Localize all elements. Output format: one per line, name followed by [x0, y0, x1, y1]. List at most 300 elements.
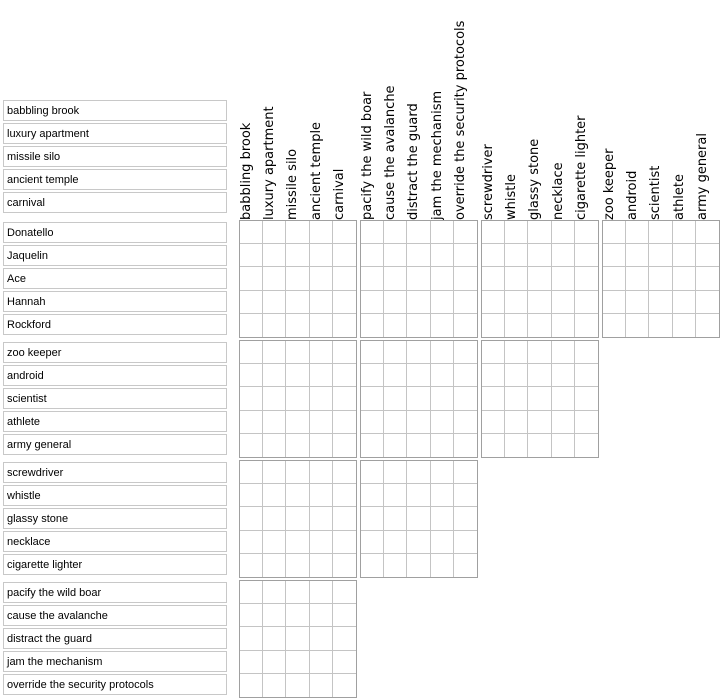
grid-cell[interactable] — [333, 461, 356, 484]
row-label-zoo-keeper: zoo keeper — [3, 342, 227, 363]
grid-cell[interactable] — [575, 411, 598, 434]
grid-block-3-0 — [239, 580, 357, 698]
grid-cell[interactable] — [310, 387, 333, 410]
grid-cell[interactable] — [454, 387, 477, 410]
row-label-whistle: whistle — [3, 485, 227, 506]
grid-cell[interactable] — [240, 531, 263, 554]
grid-cell[interactable] — [528, 341, 551, 364]
column-label-text: screwdriver — [481, 144, 496, 220]
grid-cell[interactable] — [310, 267, 333, 290]
row-label-distract-the-guard: distract the guard — [3, 628, 227, 649]
column-label-army-general — [695, 10, 717, 220]
column-label-distract-the-guard — [406, 10, 428, 220]
grid-cell[interactable] — [696, 244, 719, 267]
grid-cell[interactable] — [528, 244, 551, 267]
grid-cell[interactable] — [696, 221, 719, 244]
column-label-missile-silo — [285, 10, 307, 220]
grid-cell[interactable] — [431, 364, 454, 387]
grid-cell[interactable] — [649, 221, 672, 244]
grid-cell[interactable] — [263, 341, 286, 364]
grid-cell[interactable] — [240, 651, 263, 674]
grid-cell[interactable] — [240, 221, 263, 244]
grid-cell[interactable] — [431, 341, 454, 364]
grid-cell[interactable] — [454, 507, 477, 530]
grid-cell[interactable] — [286, 627, 309, 650]
grid-cell[interactable] — [407, 221, 430, 244]
grid-cell[interactable] — [603, 267, 626, 290]
column-label-scientist — [648, 10, 670, 220]
grid-cell[interactable] — [361, 221, 384, 244]
column-label-override-the-security-protocols — [453, 10, 475, 220]
grid-cell[interactable] — [333, 387, 356, 410]
grid-cell[interactable] — [361, 341, 384, 364]
grid-cell[interactable] — [696, 291, 719, 314]
grid-block-0-0 — [239, 220, 357, 338]
grid-cell[interactable] — [333, 221, 356, 244]
grid-cell[interactable] — [407, 507, 430, 530]
column-label-text: pacify the wild boar — [360, 91, 375, 220]
grid-cell[interactable] — [310, 434, 333, 457]
grid-cell[interactable] — [263, 581, 286, 604]
grid-cell[interactable] — [310, 291, 333, 314]
grid-cell[interactable] — [482, 314, 505, 337]
grid-cell[interactable] — [361, 484, 384, 507]
grid-cell[interactable] — [263, 651, 286, 674]
grid-cell[interactable] — [603, 244, 626, 267]
grid-cell[interactable] — [240, 554, 263, 577]
grid-cell[interactable] — [263, 291, 286, 314]
grid-cell[interactable] — [240, 604, 263, 627]
grid-cell[interactable] — [575, 364, 598, 387]
grid-cell[interactable] — [407, 554, 430, 577]
grid-cell[interactable] — [384, 507, 407, 530]
grid-cell[interactable] — [310, 221, 333, 244]
grid-cell[interactable] — [240, 434, 263, 457]
grid-cell[interactable] — [649, 244, 672, 267]
grid-cell[interactable] — [333, 651, 356, 674]
grid-cell[interactable] — [384, 531, 407, 554]
grid-cell[interactable] — [407, 411, 430, 434]
grid-cell[interactable] — [240, 507, 263, 530]
column-label-cigarette-lighter — [574, 10, 596, 220]
grid-cell[interactable] — [626, 267, 649, 290]
grid-cell[interactable] — [626, 221, 649, 244]
grid-cell[interactable] — [286, 484, 309, 507]
grid-cell[interactable] — [286, 604, 309, 627]
grid-block-1-0 — [239, 340, 357, 458]
grid-cell[interactable] — [286, 434, 309, 457]
grid-cell[interactable] — [384, 387, 407, 410]
grid-cell[interactable] — [407, 387, 430, 410]
grid-cell[interactable] — [673, 267, 696, 290]
grid-cell[interactable] — [286, 221, 309, 244]
row-label-pacify-the-wild-boar: pacify the wild boar — [3, 582, 227, 603]
grid-cell[interactable] — [454, 221, 477, 244]
grid-cell[interactable] — [407, 461, 430, 484]
grid-cell[interactable] — [528, 314, 551, 337]
column-label-carnival — [332, 10, 354, 220]
column-label-text: jam the mechanism — [429, 90, 445, 220]
grid-cell[interactable] — [454, 484, 477, 507]
grid-cell[interactable] — [361, 461, 384, 484]
grid-cell[interactable] — [286, 531, 309, 554]
grid-cell[interactable] — [333, 674, 356, 697]
grid-cell[interactable] — [240, 627, 263, 650]
grid-block-2-1 — [360, 460, 478, 578]
column-label-luxury-apartment — [262, 10, 284, 220]
grid-cell[interactable] — [454, 461, 477, 484]
header-row-label-luxury-apartment: luxury apartment — [3, 123, 227, 144]
grid-cell[interactable] — [505, 434, 528, 457]
grid-cell[interactable] — [263, 267, 286, 290]
grid-cell[interactable] — [454, 267, 477, 290]
grid-cell[interactable] — [384, 267, 407, 290]
grid-cell[interactable] — [603, 221, 626, 244]
grid-cell[interactable] — [528, 387, 551, 410]
grid-cell[interactable] — [482, 291, 505, 314]
column-label-babbling-brook — [239, 10, 261, 220]
grid-cell[interactable] — [361, 387, 384, 410]
grid-cell[interactable] — [505, 364, 528, 387]
grid-cell[interactable] — [431, 531, 454, 554]
row-label-override-the-security-protocols: override the security protocols — [3, 674, 227, 695]
grid-cell[interactable] — [384, 341, 407, 364]
grid-cell[interactable] — [552, 267, 575, 290]
grid-cell[interactable] — [310, 604, 333, 627]
grid-cell[interactable] — [361, 507, 384, 530]
grid-cell[interactable] — [286, 364, 309, 387]
grid-cell[interactable] — [333, 341, 356, 364]
grid-cell[interactable] — [407, 291, 430, 314]
grid-cell[interactable] — [528, 221, 551, 244]
grid-cell[interactable] — [263, 411, 286, 434]
grid-cell[interactable] — [649, 291, 672, 314]
grid-cell[interactable] — [263, 221, 286, 244]
grid-cell[interactable] — [286, 341, 309, 364]
grid-cell[interactable] — [333, 244, 356, 267]
grid-cell[interactable] — [552, 221, 575, 244]
column-label-glassy-stone — [527, 10, 549, 220]
row-label-hannah: Hannah — [3, 291, 227, 312]
grid-cell[interactable] — [263, 554, 286, 577]
grid-cell[interactable] — [431, 507, 454, 530]
grid-cell[interactable] — [361, 314, 384, 337]
grid-cell[interactable] — [361, 531, 384, 554]
grid-cell[interactable] — [286, 267, 309, 290]
grid-cell[interactable] — [333, 364, 356, 387]
grid-cell[interactable] — [407, 484, 430, 507]
grid-cell[interactable] — [310, 531, 333, 554]
grid-cell[interactable] — [263, 461, 286, 484]
grid-cell[interactable] — [482, 244, 505, 267]
grid-cell[interactable] — [454, 434, 477, 457]
grid-cell[interactable] — [286, 314, 309, 337]
grid-cell[interactable] — [482, 364, 505, 387]
grid-cell[interactable] — [673, 244, 696, 267]
grid-block-1-1 — [360, 340, 478, 458]
grid-cell[interactable] — [333, 291, 356, 314]
grid-cell[interactable] — [240, 411, 263, 434]
grid-cell[interactable] — [696, 314, 719, 337]
grid-cell[interactable] — [333, 434, 356, 457]
column-label-whistle — [504, 10, 526, 220]
grid-cell[interactable] — [310, 461, 333, 484]
grid-cell[interactable] — [333, 484, 356, 507]
grid-cell[interactable] — [673, 221, 696, 244]
grid-cell[interactable] — [384, 291, 407, 314]
grid-cell[interactable] — [626, 314, 649, 337]
grid-cell[interactable] — [240, 341, 263, 364]
grid-cell[interactable] — [240, 674, 263, 697]
grid-cell[interactable] — [431, 244, 454, 267]
grid-cell[interactable] — [528, 291, 551, 314]
grid-block-1-2 — [481, 340, 599, 458]
grid-cell[interactable] — [407, 244, 430, 267]
grid-cell[interactable] — [310, 484, 333, 507]
grid-cell[interactable] — [431, 314, 454, 337]
grid-cell[interactable] — [384, 484, 407, 507]
grid-cell[interactable] — [310, 651, 333, 674]
grid-cell[interactable] — [333, 554, 356, 577]
grid-cell[interactable] — [505, 291, 528, 314]
grid-cell[interactable] — [431, 267, 454, 290]
grid-cell[interactable] — [528, 434, 551, 457]
grid-cell[interactable] — [649, 314, 672, 337]
grid-cell[interactable] — [552, 434, 575, 457]
grid-cell[interactable] — [384, 461, 407, 484]
column-label-text: glassy stone — [527, 138, 543, 220]
grid-cell[interactable] — [263, 364, 286, 387]
grid-cell[interactable] — [528, 411, 551, 434]
grid-cell[interactable] — [575, 291, 598, 314]
grid-cell[interactable] — [333, 531, 356, 554]
grid-cell[interactable] — [505, 244, 528, 267]
grid-cell[interactable] — [431, 554, 454, 577]
grid-cell[interactable] — [454, 411, 477, 434]
grid-cell[interactable] — [286, 244, 309, 267]
grid-cell[interactable] — [505, 221, 528, 244]
grid-cell[interactable] — [552, 314, 575, 337]
grid-cell[interactable] — [240, 291, 263, 314]
grid-cell[interactable] — [431, 291, 454, 314]
grid-cell[interactable] — [505, 341, 528, 364]
grid-cell[interactable] — [310, 627, 333, 650]
row-label-rockford: Rockford — [3, 314, 227, 335]
grid-cell[interactable] — [310, 554, 333, 577]
grid-cell[interactable] — [333, 507, 356, 530]
grid-cell[interactable] — [454, 291, 477, 314]
grid-cell[interactable] — [575, 314, 598, 337]
column-label-text: override the security protocols — [452, 20, 468, 220]
grid-cell[interactable] — [454, 554, 477, 577]
column-label-screwdriver — [481, 10, 503, 220]
grid-cell[interactable] — [333, 604, 356, 627]
grid-cell[interactable] — [626, 244, 649, 267]
grid-cell[interactable] — [528, 364, 551, 387]
grid-cell[interactable] — [407, 364, 430, 387]
grid-cell[interactable] — [263, 387, 286, 410]
grid-cell[interactable] — [575, 434, 598, 457]
grid-cell[interactable] — [603, 291, 626, 314]
grid-cell[interactable] — [361, 267, 384, 290]
column-label-text: cigarette lighter — [573, 115, 589, 220]
grid-cell[interactable] — [333, 411, 356, 434]
grid-cell[interactable] — [431, 387, 454, 410]
grid-cell[interactable] — [454, 531, 477, 554]
grid-cell[interactable] — [505, 411, 528, 434]
grid-cell[interactable] — [240, 267, 263, 290]
grid-cell[interactable] — [552, 341, 575, 364]
grid-cell[interactable] — [310, 674, 333, 697]
grid-cell[interactable] — [310, 581, 333, 604]
grid-cell[interactable] — [240, 364, 263, 387]
grid-cell[interactable] — [575, 221, 598, 244]
grid-cell[interactable] — [552, 291, 575, 314]
grid-cell[interactable] — [505, 314, 528, 337]
row-label-cause-the-avalanche: cause the avalanche — [3, 605, 227, 626]
grid-cell[interactable] — [384, 434, 407, 457]
header-row-label-ancient-temple: ancient temple — [3, 169, 227, 190]
grid-cell[interactable] — [263, 484, 286, 507]
grid-cell[interactable] — [333, 581, 356, 604]
grid-cell[interactable] — [575, 341, 598, 364]
grid-cell[interactable] — [263, 314, 286, 337]
grid-cell[interactable] — [263, 507, 286, 530]
column-label-zoo-keeper — [602, 10, 624, 220]
grid-cell[interactable] — [286, 291, 309, 314]
grid-cell[interactable] — [482, 221, 505, 244]
grid-cell[interactable] — [286, 507, 309, 530]
row-label-glassy-stone: glassy stone — [3, 508, 227, 529]
grid-cell[interactable] — [333, 627, 356, 650]
column-label-text: ancient temple — [308, 121, 324, 220]
grid-cell[interactable] — [505, 267, 528, 290]
column-label-android — [625, 10, 647, 220]
grid-cell[interactable] — [407, 267, 430, 290]
grid-block-0-1 — [360, 220, 478, 338]
row-label-android: android — [3, 365, 227, 386]
grid-cell[interactable] — [482, 411, 505, 434]
column-label-text: army general — [694, 133, 710, 220]
grid-cell[interactable] — [431, 484, 454, 507]
grid-cell[interactable] — [263, 531, 286, 554]
grid-cell[interactable] — [454, 364, 477, 387]
grid-cell[interactable] — [407, 434, 430, 457]
grid-cell[interactable] — [649, 267, 672, 290]
grid-cell[interactable] — [454, 341, 477, 364]
column-label-ancient-temple — [309, 10, 331, 220]
grid-cell[interactable] — [696, 267, 719, 290]
grid-cell[interactable] — [673, 314, 696, 337]
grid-cell[interactable] — [310, 507, 333, 530]
grid-cell[interactable] — [263, 627, 286, 650]
grid-cell[interactable] — [263, 244, 286, 267]
grid-cell[interactable] — [310, 364, 333, 387]
grid-cell[interactable] — [240, 484, 263, 507]
column-label-text: carnival — [331, 168, 347, 220]
grid-cell[interactable] — [361, 364, 384, 387]
grid-cell[interactable] — [673, 291, 696, 314]
grid-cell[interactable] — [286, 554, 309, 577]
grid-cell[interactable] — [575, 387, 598, 410]
grid-cell[interactable] — [528, 267, 551, 290]
grid-cell[interactable] — [626, 291, 649, 314]
grid-cell[interactable] — [286, 387, 309, 410]
column-label-text: cause the avalanche — [383, 85, 399, 220]
grid-cell[interactable] — [310, 244, 333, 267]
grid-cell[interactable] — [482, 434, 505, 457]
grid-cell[interactable] — [454, 314, 477, 337]
grid-cell[interactable] — [407, 314, 430, 337]
grid-cell[interactable] — [384, 244, 407, 267]
grid-cell[interactable] — [263, 434, 286, 457]
grid-cell[interactable] — [361, 554, 384, 577]
grid-cell[interactable] — [552, 411, 575, 434]
grid-cell[interactable] — [482, 341, 505, 364]
grid-cell[interactable] — [431, 461, 454, 484]
column-label-jam-the-mechanism — [430, 10, 452, 220]
grid-cell[interactable] — [384, 554, 407, 577]
grid-cell[interactable] — [407, 341, 430, 364]
column-label-text: necklace — [550, 162, 566, 220]
grid-cell[interactable] — [575, 244, 598, 267]
grid-cell[interactable] — [454, 244, 477, 267]
grid-cell[interactable] — [240, 461, 263, 484]
grid-cell[interactable] — [286, 581, 309, 604]
grid-block-2-0 — [239, 460, 357, 578]
grid-cell[interactable] — [361, 434, 384, 457]
grid-cell[interactable] — [333, 314, 356, 337]
grid-cell[interactable] — [552, 244, 575, 267]
grid-cell[interactable] — [384, 364, 407, 387]
grid-cell[interactable] — [286, 411, 309, 434]
grid-cell[interactable] — [552, 387, 575, 410]
grid-cell[interactable] — [286, 461, 309, 484]
grid-cell[interactable] — [407, 531, 430, 554]
grid-cell[interactable] — [240, 581, 263, 604]
grid-cell[interactable] — [310, 341, 333, 364]
grid-cell[interactable] — [431, 411, 454, 434]
column-label-pacify-the-wild-boar — [360, 10, 382, 220]
grid-cell[interactable] — [310, 314, 333, 337]
grid-cell[interactable] — [310, 411, 333, 434]
grid-cell[interactable] — [431, 221, 454, 244]
grid-cell[interactable] — [263, 674, 286, 697]
grid-cell[interactable] — [286, 674, 309, 697]
grid-cell[interactable] — [263, 604, 286, 627]
grid-cell[interactable] — [575, 267, 598, 290]
grid-cell[interactable] — [240, 314, 263, 337]
grid-cell[interactable] — [431, 434, 454, 457]
grid-cell[interactable] — [384, 411, 407, 434]
grid-cell[interactable] — [482, 387, 505, 410]
grid-cell[interactable] — [505, 387, 528, 410]
grid-cell[interactable] — [361, 411, 384, 434]
grid-cell[interactable] — [286, 651, 309, 674]
grid-cell[interactable] — [240, 387, 263, 410]
grid-block-0-3 — [602, 220, 720, 338]
grid-cell[interactable] — [603, 314, 626, 337]
grid-cell[interactable] — [361, 291, 384, 314]
grid-cell[interactable] — [240, 244, 263, 267]
row-label-ace: Ace — [3, 268, 227, 289]
grid-cell[interactable] — [361, 244, 384, 267]
grid-cell[interactable] — [333, 267, 356, 290]
grid-cell[interactable] — [482, 267, 505, 290]
grid-cell[interactable] — [384, 221, 407, 244]
grid-cell[interactable] — [384, 314, 407, 337]
grid-cell[interactable] — [552, 364, 575, 387]
